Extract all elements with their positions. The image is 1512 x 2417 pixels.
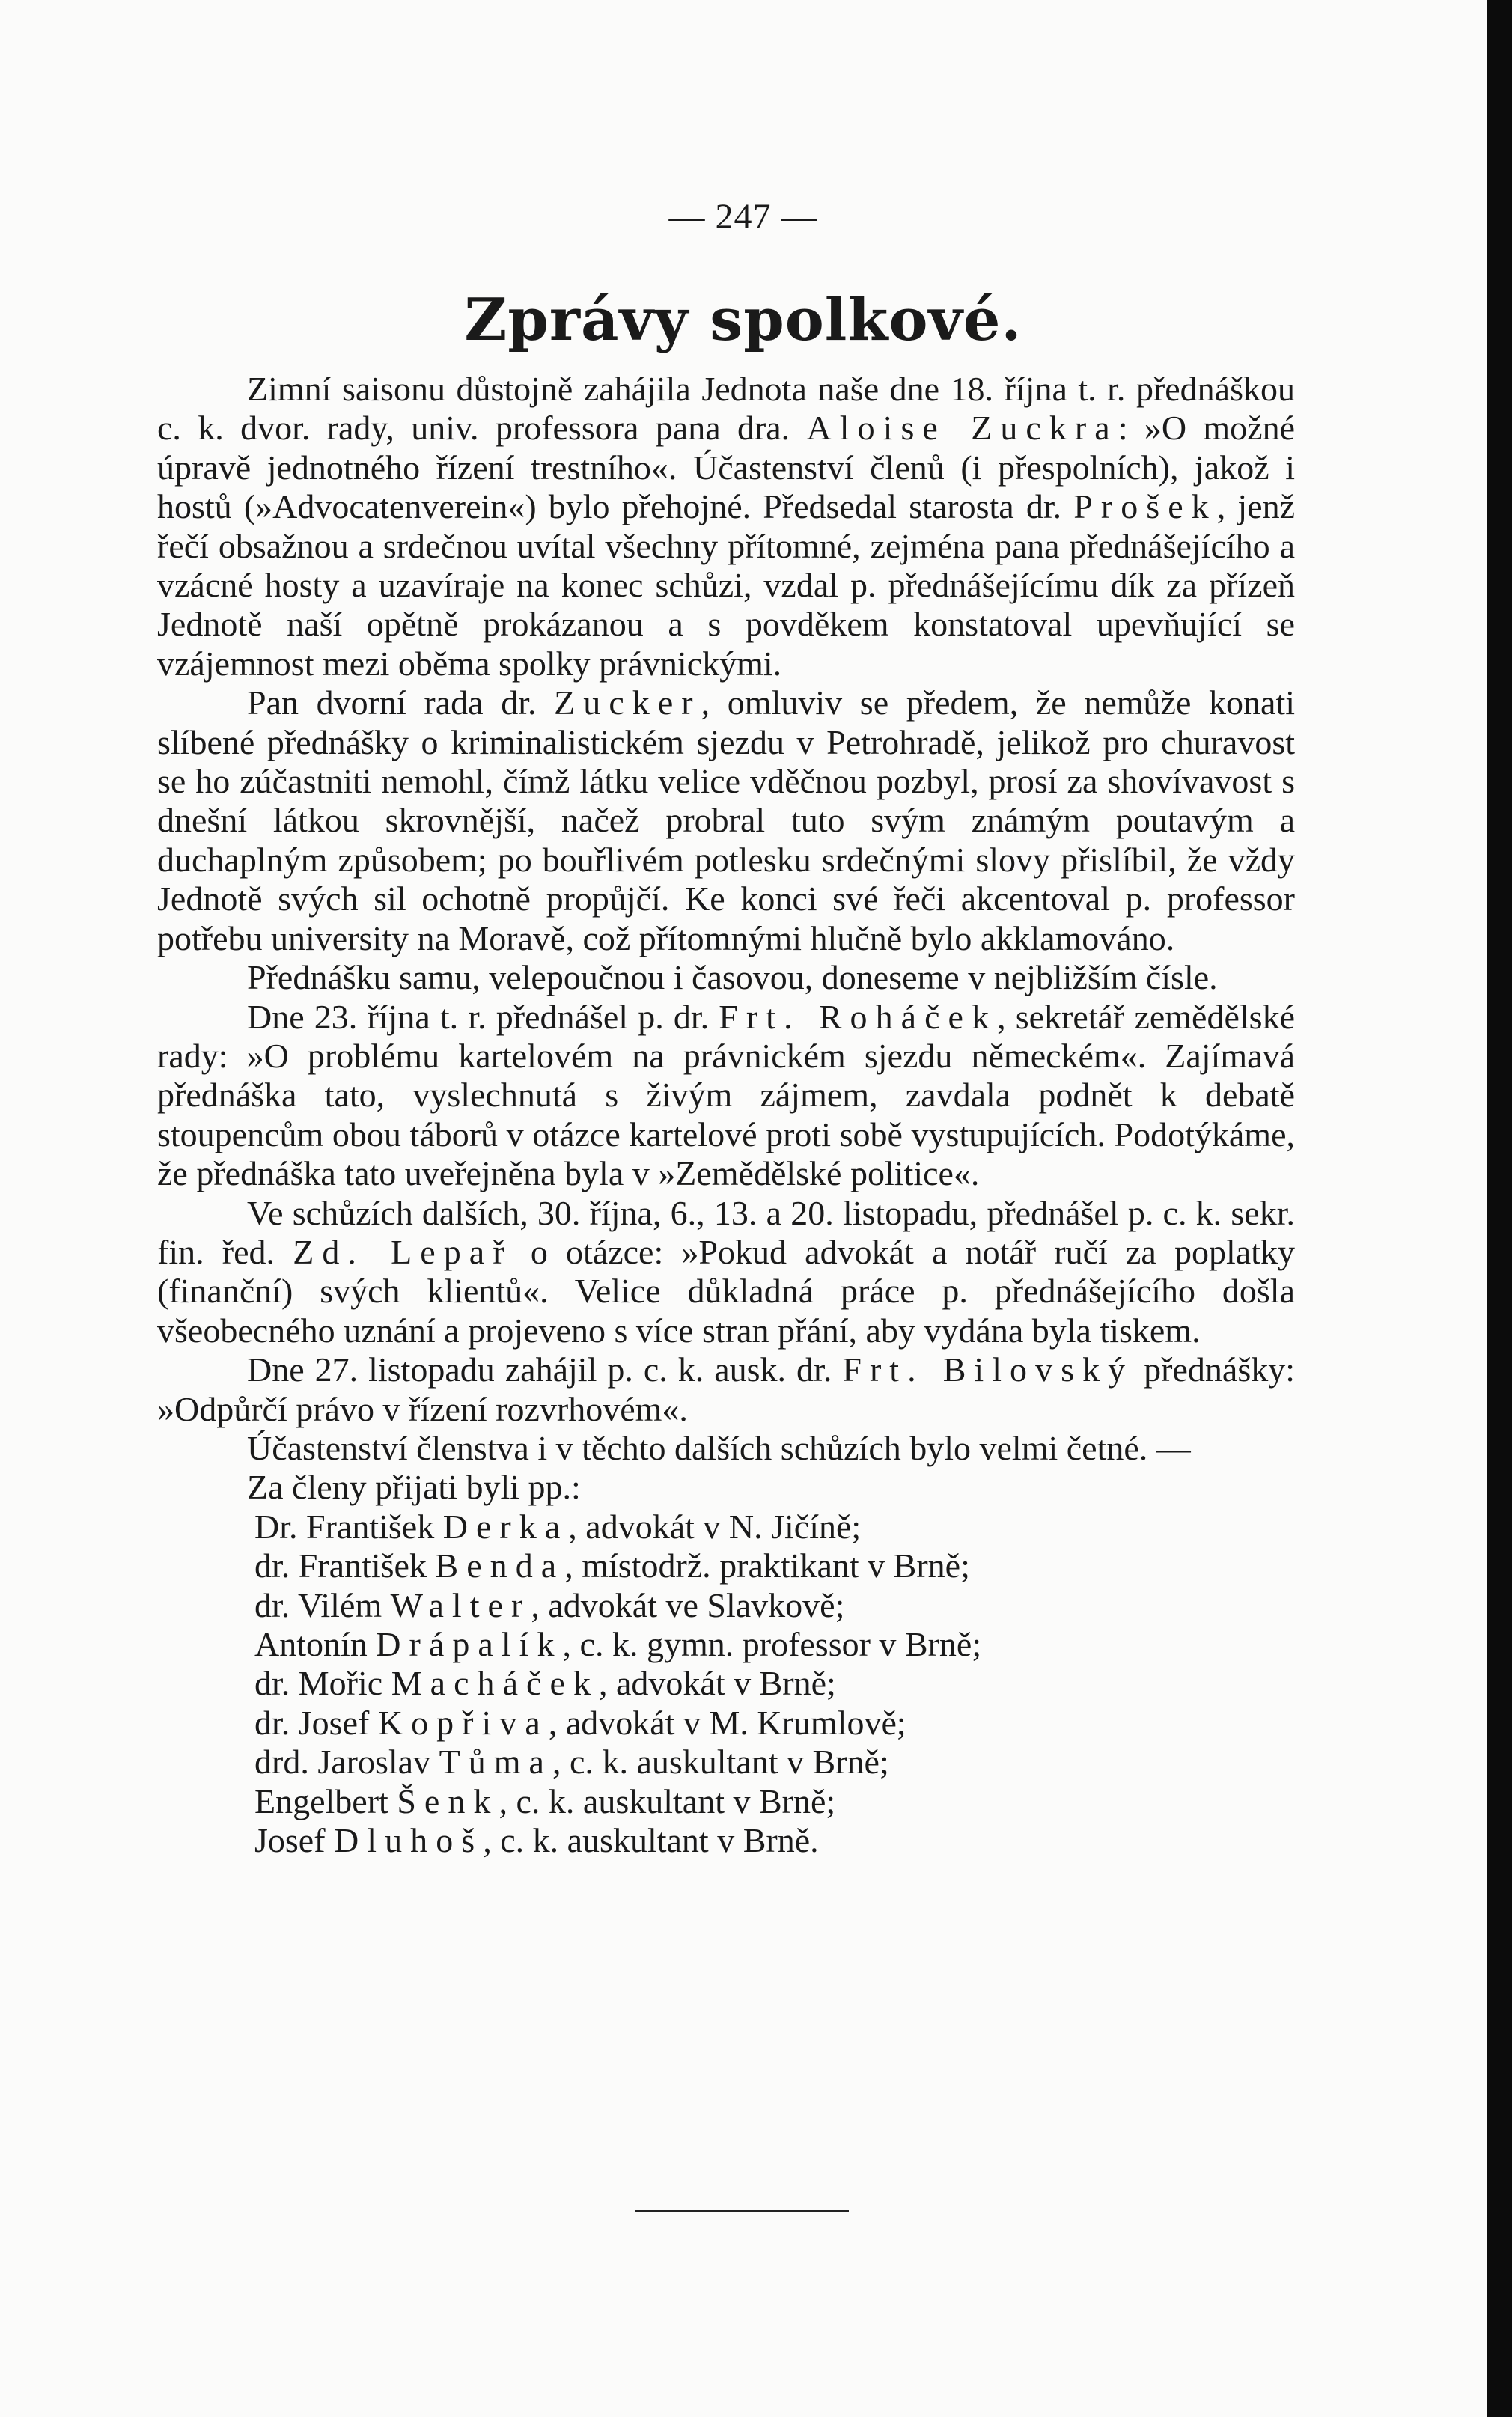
text-run: , jenž řečí obsažnou a srdečnou uvítal všechny přítomné, zejména pana přednášejícího a vzácné hosty a uzavíraje na konec schůzi, vzdal p. přednášejícímu dík za přízeň Jednotě naší opětně prokázanou a s povděkem konstatoval upevňující se vzájemnost mezi oběma spolky právnickými.	[157, 487, 1295, 683]
scan-edge	[1487, 0, 1512, 2417]
paragraph	[157, 998, 1295, 1194]
person-name: Tůma	[439, 1743, 553, 1781]
list-item: Antonín Drápalík, c. k. gymn. professor v Brně;	[254, 1625, 982, 1663]
person-name: Walter	[390, 1585, 531, 1624]
list-item: dr. František Benda, místodrž. praktikant v Brně;	[254, 1546, 970, 1585]
person-name: Dluhoš	[334, 1821, 484, 1860]
closing-rule	[635, 2210, 849, 2212]
person-name: Prošek	[1073, 487, 1217, 526]
text-run: přednášky: »Odpůrčí právo v řízení rozvrhovém«.	[157, 1350, 1295, 1428]
members-list	[157, 1508, 1295, 1861]
text-run: Ve schůzích dalších, 30. října, 6., 13. a 20. listopadu, přednášel p. c. k. sekr. fin. řed.	[157, 1193, 1295, 1271]
paragraph: Účastenství členstva i v těchto dalších schůzích bylo velmi četné. —	[247, 1428, 1191, 1467]
paragraph	[157, 1350, 1295, 1429]
text-run: , omluviv se předem, že nemůže konati slíbené přednášky o kriminalistickém sjezdu v Petrohradě, jelikož pro churavost se ho zúčastniti nemohl, čímž látku velice vděčnou pozbyl, prosí za shovívavost s dnešní látkou skrovnější, načež probral tuto svým známým poutavým a duchaplným způsobem; po bouřlivém potlesku srdečnými slovy přislíbil, že vždy Jednotě svých sil ochotně propůjčí. Ke konci své řeči akcentoval p. professor potřebu university na Moravě, což přítomnými hlučně bylo akklamováno.	[157, 683, 1296, 957]
paragraph	[157, 683, 1295, 958]
article-body	[157, 370, 1295, 1860]
text-run: Dne 27. listopadu zahájil p. c. k. ausk. dr.	[247, 1350, 843, 1389]
person-name: Derka	[442, 1507, 569, 1546]
person-name: Aloise Zuckra	[806, 409, 1118, 448]
page-number: — 247 —	[668, 197, 818, 237]
text-run: Zimní saisonu důstojně zahájila Jednota naše dne 18. října t. r. přednáškou c. k. dvor. rady, univ. professora pana dra.	[157, 370, 1295, 448]
paragraph	[157, 370, 1295, 683]
list-item: Josef Dluhoš, c. k. auskultant v Brně.	[254, 1821, 819, 1860]
paragraph: Přednášku samu, velepoučnou i časovou, doneseme v nejbližším čísle.	[247, 958, 1218, 997]
person-name: Benda	[435, 1546, 565, 1585]
text-run: Pan dvorní rada dr.	[247, 683, 555, 722]
paragraph	[157, 1194, 1295, 1351]
page-title: Zprávy spolkové.	[464, 286, 1022, 354]
list-item: dr. Vilém Walter, advokát ve Slavkově;	[254, 1585, 845, 1624]
list-item: drd. Jaroslav Tůma, c. k. auskultant v Brně;	[254, 1743, 889, 1781]
text-run: : »O možné úpravě jednotného řízení trestního«. Účastenství členů (i přespolních), jakož i hostů (»Advocatenverein«) bylo přehojné. Předsedal starosta dr.	[157, 409, 1295, 526]
person-name: Kopřiva	[377, 1703, 549, 1742]
list-item: Dr. František Derka, advokát v N. Jičíně;	[254, 1507, 862, 1546]
list-item: dr. Mořic Macháček, advokát v Brně;	[254, 1664, 836, 1703]
person-name: Frt. Bilovský	[842, 1350, 1134, 1389]
text-run: , sekretář zemědělské rady: »O problému kartelovém na právnickém sjezdu německém«. Zajímavá přednáška tato, vyslechnutá s živým zájmem, zavdala podnět k debatě stoupencům obou táborů v otázce kartelové proti sobě vystupujících. Podotýkáme, že přednáška tato uveřejněna byla v »Zemědělské politice«.	[157, 997, 1295, 1193]
list-item: dr. Josef Kopřiva, advokát v M. Krumlově;	[254, 1703, 906, 1742]
person-name: Drápalík	[376, 1625, 563, 1663]
person-name: Macháček	[391, 1664, 600, 1703]
person-name: Frt. Roháček	[719, 997, 998, 1036]
text-run: Dne 23. října t. r. přednášel p. dr.	[247, 997, 719, 1036]
person-name: Zd. Lepař	[293, 1232, 513, 1271]
person-name: Zucker	[554, 683, 701, 722]
paragraph: Za členy přijati byli pp.:	[247, 1468, 581, 1507]
list-item: Engelbert Šenk, c. k. auskultant v Brně;	[254, 1781, 836, 1820]
person-name: Šenk	[397, 1781, 499, 1820]
text-run: o otázce: »Pokud advokát a notář ručí za poplatky (finanční) svých klientů«. Velice důkladná práce p. přednášejícího došla všeobecného uznání a projeveno s více stran přání, aby vydána byla tiskem.	[157, 1232, 1295, 1350]
